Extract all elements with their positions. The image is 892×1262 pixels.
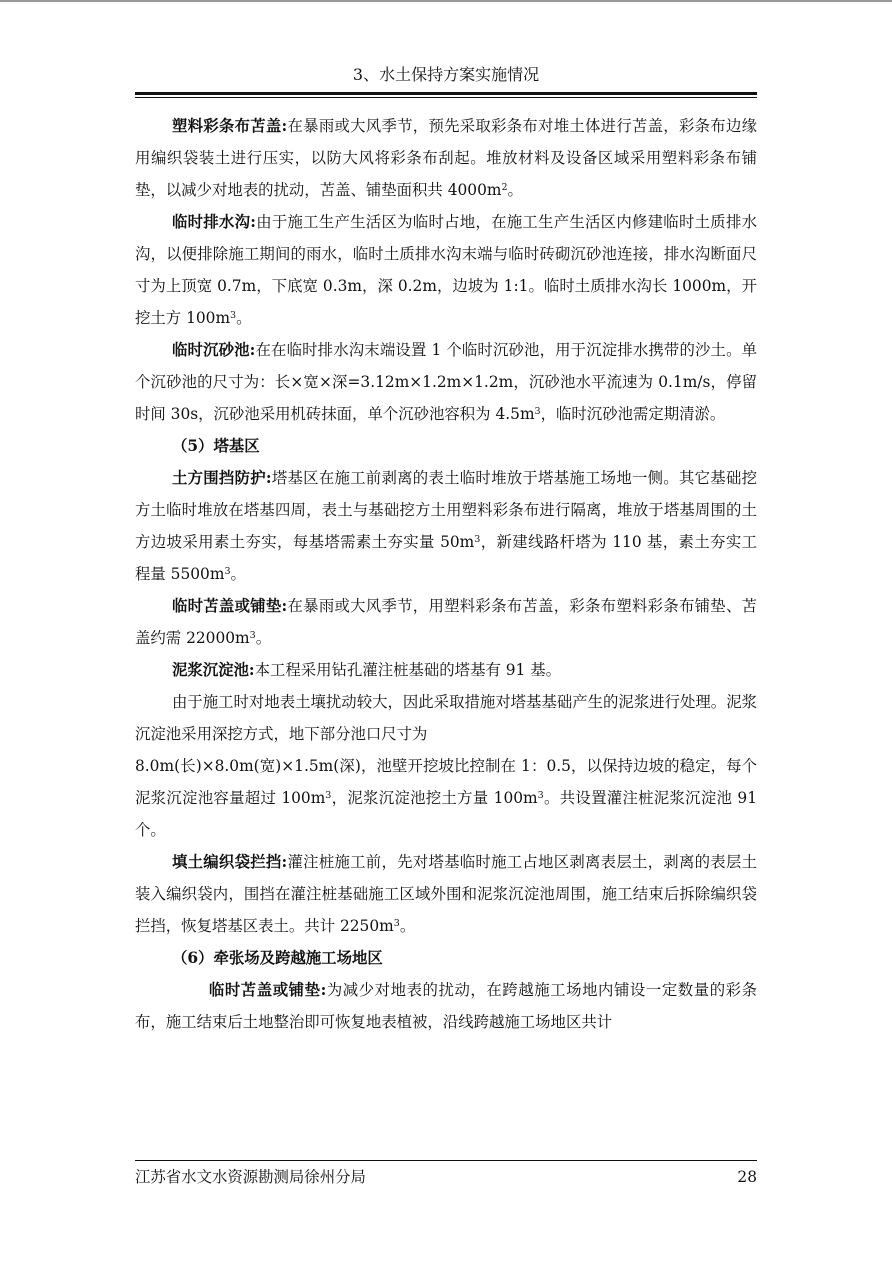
paragraph-pond-dimensions: 8.0m(长)×8.0m(宽)×1.5m(深)，池壁开挖坡比控制在 1：0.5，以保持边坡的稳定，每个泥浆沉淀池容量超过 $100m^3$，泥浆沉淀池挖土方量 $100m^3$。共设置灌注桩泥浆沉淀池 91 个。 <box>135 757 757 839</box>
term-label: 塑料彩条布苫盖: <box>171 117 288 135</box>
term-label: 临时苫盖或铺垫: <box>171 597 288 615</box>
paragraph-earth-retaining: 土方围挡防护:塔基区在施工前剥离的表土临时堆放于塔基施工场地一侧。其它基础挖方土临时堆放在塔基四周，表土与基础挖方土用塑料彩条布进行隔离，堆放于塔基周围的土方边坡采用素土夯实，每基塔需素土夯实量 $50m^3$，新建线路杆塔为 110 基，素土夯实工程量 $5500m^3$。 <box>135 469 757 583</box>
running-header: 3、水土保持方案实施情况 <box>352 65 540 84</box>
term-label: 填土编织袋拦挡: <box>171 853 288 871</box>
page-top-border <box>0 0 892 2</box>
footer-organization: 江苏省水文水资源勘测局徐州分局 <box>135 1168 366 1186</box>
term-label: 临时排水沟: <box>171 213 256 231</box>
page-number: 28 <box>737 1168 757 1186</box>
term-label: 泥浆沉淀池: <box>171 661 255 679</box>
paragraph-woven-bag-retaining: 填土编织袋拦挡:灌注桩施工前，先对塔基临时施工占地区剥离表层土，剥离的表层土装入编织袋内，围挡在灌注桩基础施工区域外围和泥浆沉淀池周围，施工结束后拆除编织袋拦挡，恢复塔基区表土。共计 $2250m^3$。 <box>135 853 757 935</box>
body-text <box>135 110 757 1038</box>
paragraph-plastic-sheet-cover: 塑料彩条布苫盖:在暴雨或大风季节，预先采取彩条布对堆土体进行苫盖，彩条布边缘用编织袋装土进行压实，以防大风将彩条布刮起。堆放材料及设备区域采用塑料彩条布铺垫，以减少对地表的扰动，苫盖、铺垫面积共 $4000m^2$。 <box>135 117 757 199</box>
term-label: 临时苫盖或铺垫: <box>208 981 327 999</box>
term-label: 临时沉砂池: <box>171 341 256 359</box>
term-label: 土方围挡防护: <box>171 469 272 487</box>
paragraph-temporary-settling-pond: 临时沉砂池:在在临时排水沟末端设置 1 个临时沉砂池，用于沉淀排水携带的沙土。单个沉砂池的尺寸为：长×宽×深=3.12m×1.2m×1.2m，沉砂池水平流速为 0.1m/s，停留时间 30s，沉砂池采用机砖抹面，单个沉砂池容积为 $4.5m^3$，临时沉砂池需定期清淤。 <box>135 341 757 423</box>
paragraph-mud-treatment: 由于施工时对地表土壤扰动较大，因此采取措施对塔基基础产生的泥浆进行处理。泥浆沉淀池采用深挖方式，地下部分池口尺寸为 <box>135 693 757 743</box>
header-rule-thick <box>135 92 757 95</box>
footer-rule <box>135 1160 757 1161</box>
paragraph-mud-sedimentation: 泥浆沉淀池:本工程采用钻孔灌注桩基础的塔基有 91 基。 <box>171 661 561 679</box>
header-rule-thin <box>135 97 757 98</box>
section-heading-tower-base: （5）塔基区 <box>171 437 260 455</box>
section-heading-tension-field: （6）牵张场及跨越施工场地区 <box>171 949 383 967</box>
paragraph-temporary-cover-tower: 临时苫盖或铺垫:在暴雨或大风季节，用塑料彩条布苫盖，彩条布塑料彩条布铺垫、苫盖约需 $22000m^3$。 <box>135 597 757 647</box>
paragraph-temporary-cover-crossing: 临时苫盖或铺垫:为减少对地表的扰动，在跨越施工场地内铺设一定数量的彩条布，施工结束后土地整治即可恢复地表植被，沿线跨越施工场地区共计 <box>135 981 757 1031</box>
paragraph-temporary-drainage-ditch: 临时排水沟:由于施工生产生活区为临时占地，在施工生产生活区内修建临时土质排水沟，以便排除施工期间的雨水，临时土质排水沟末端与临时砖砌沉砂池连接，排水沟断面尺寸为上顶宽 0.7m，下底宽 0.3m，深 0.2m，边坡为 1:1。临时土质排水沟长 1000m，开挖土方 $100m^3$。 <box>135 213 757 327</box>
